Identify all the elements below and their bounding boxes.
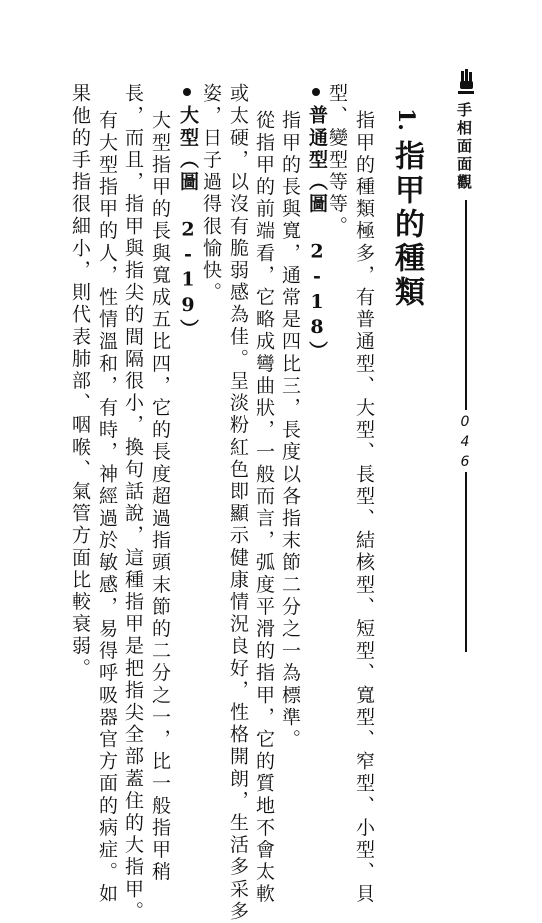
normal-type-line-1: 指甲的長與寬，通常是四比三，長度以各指末節二分之一為標準。	[279, 110, 301, 751]
page-number: 046	[457, 414, 473, 474]
normal-type-line-2: 從指甲的前端看，它略成彎曲狀，一般而言，弧度平滑的指甲，它的質地不會太軟	[253, 110, 275, 906]
section-number: 1.	[393, 108, 419, 131]
intro-line-2: 型、變型等等。	[326, 83, 348, 238]
header-rule-upper	[465, 200, 467, 410]
bullet-large-type	[183, 88, 191, 96]
header-rule-lower	[465, 472, 467, 652]
intro-line-1: 指甲的種類極多，有普通型、大型、長型、結核型、短型、寬型、窄型、小型、貝	[353, 110, 375, 906]
normal-type-line-3: 或太硬，以沒有脆弱感為佳。呈淡粉紅色即顯示健康情況良好，性格開朗，生活多采多	[227, 83, 249, 923]
large-type-line-4: 果他的手指很細小，則代表肺部、咽喉、氣管方面比較衰弱。	[69, 83, 91, 680]
section-title: 指甲的種類	[389, 140, 424, 310]
large-type-heading: 大型（圖 2-19）	[177, 105, 199, 341]
large-type-line-2: 長，而且，指甲與指尖的間隔很小，換句話說，這種指甲是把指尖全部蓋住的大指甲。	[122, 83, 144, 923]
normal-type-line-4: 姿，日子過得很愉快。	[200, 83, 222, 304]
bullet-normal-type	[312, 88, 320, 96]
large-type-line-1: 大型指甲的長與寬成五比四，它的長度超過指頭末節的二分之一，比一般指甲稍	[149, 110, 171, 884]
large-type-line-3: 有大型指甲的人，性情溫和，有時，神經過於敏感，易得呼吸器官方面的病症。如	[96, 110, 118, 906]
normal-type-heading: 普通型（圖 2-18）	[306, 105, 328, 364]
book-title: 手相面面觀	[455, 102, 473, 192]
hand-icon	[458, 69, 474, 95]
